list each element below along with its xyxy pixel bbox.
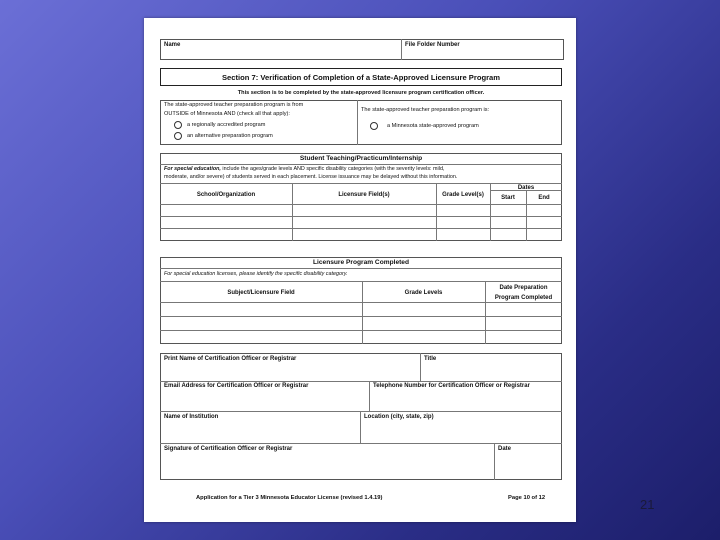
- option-alternative-label: an alternative preparation program: [187, 133, 273, 139]
- licensure-completed-title: Licensure Program Completed: [313, 259, 409, 266]
- table-row: [160, 330, 562, 331]
- col-start: Start: [501, 195, 515, 201]
- student-teaching-note: For special education, include the ages/grade levels AND specific disability categories (with the severity levels: mild,: [164, 166, 445, 172]
- phone-label: Telephone Number for Certification Officer or Registrar: [373, 383, 530, 389]
- table-row: [160, 216, 562, 217]
- email-label: Email Address for Certification Officer or Registrar: [164, 383, 309, 389]
- table-row: [160, 316, 562, 317]
- origin-left-line2: OUTSIDE of Minnesota AND (check all that apply):: [164, 111, 290, 117]
- form-page: [144, 18, 576, 522]
- regional-radio[interactable]: [174, 121, 182, 129]
- name-label: Name: [164, 42, 181, 48]
- slide-number: 21: [640, 497, 655, 512]
- minnesota-radio[interactable]: [370, 122, 378, 130]
- col-date-line2: Program Completed: [494, 295, 553, 301]
- col-date-line1: Date Preparation: [499, 285, 548, 291]
- print-name-label: Print Name of Certification Officer or Registrar: [164, 356, 297, 362]
- title-label: Title: [424, 356, 437, 362]
- col-subject: Subject/Licensure Field: [227, 290, 295, 296]
- footer-page: Page 10 of 12: [508, 495, 546, 501]
- option-minnesota-label: a Minnesota state-approved program: [387, 123, 479, 129]
- origin-right-line1: The state-approved teacher preparation program is:: [361, 107, 490, 113]
- file-folder-label: File Folder Number: [405, 42, 460, 48]
- col-school: School/Organization: [196, 192, 256, 198]
- origin-left-line1: The state-approved teacher preparation program is from: [164, 102, 304, 108]
- col-end: End: [538, 195, 550, 201]
- option-regional-label: a regionally accredited program: [187, 122, 266, 128]
- student-teaching-note-line2: moderate, and/or severe) of students served in each placement. License issuance may be delayed without this information.: [164, 174, 458, 180]
- col-license-field: Licensure Field(s): [338, 192, 390, 198]
- footer-application: Application for a Tier 3 Minnesota Educator License (revised 1.4.19): [196, 495, 383, 501]
- section-title: Section 7: Verification of Completion of a State-Approved Licensure Program: [221, 73, 501, 82]
- institution-label: Name of Institution: [164, 414, 219, 420]
- col-dates: Dates: [517, 185, 535, 191]
- certification-block: [160, 353, 562, 480]
- header-row: [160, 39, 564, 60]
- col-grade: Grade Level(s): [442, 192, 484, 198]
- student-teaching-title: Student Teaching/Practicum/Internship: [299, 155, 423, 162]
- col-grade-levels: Grade Levels: [404, 290, 443, 296]
- alternative-radio[interactable]: [174, 132, 182, 140]
- location-label: Location (city, state, zip): [364, 414, 434, 420]
- signature-label: Signature of Certification Officer or Registrar: [164, 446, 293, 452]
- section-subtitle: This section is to be completed by the state-approved licensure program certification officer.: [237, 90, 485, 96]
- table-row: [160, 228, 562, 229]
- date-label: Date: [498, 446, 512, 452]
- licensure-note: For special education licenses, please identify the specific disability category.: [164, 271, 348, 277]
